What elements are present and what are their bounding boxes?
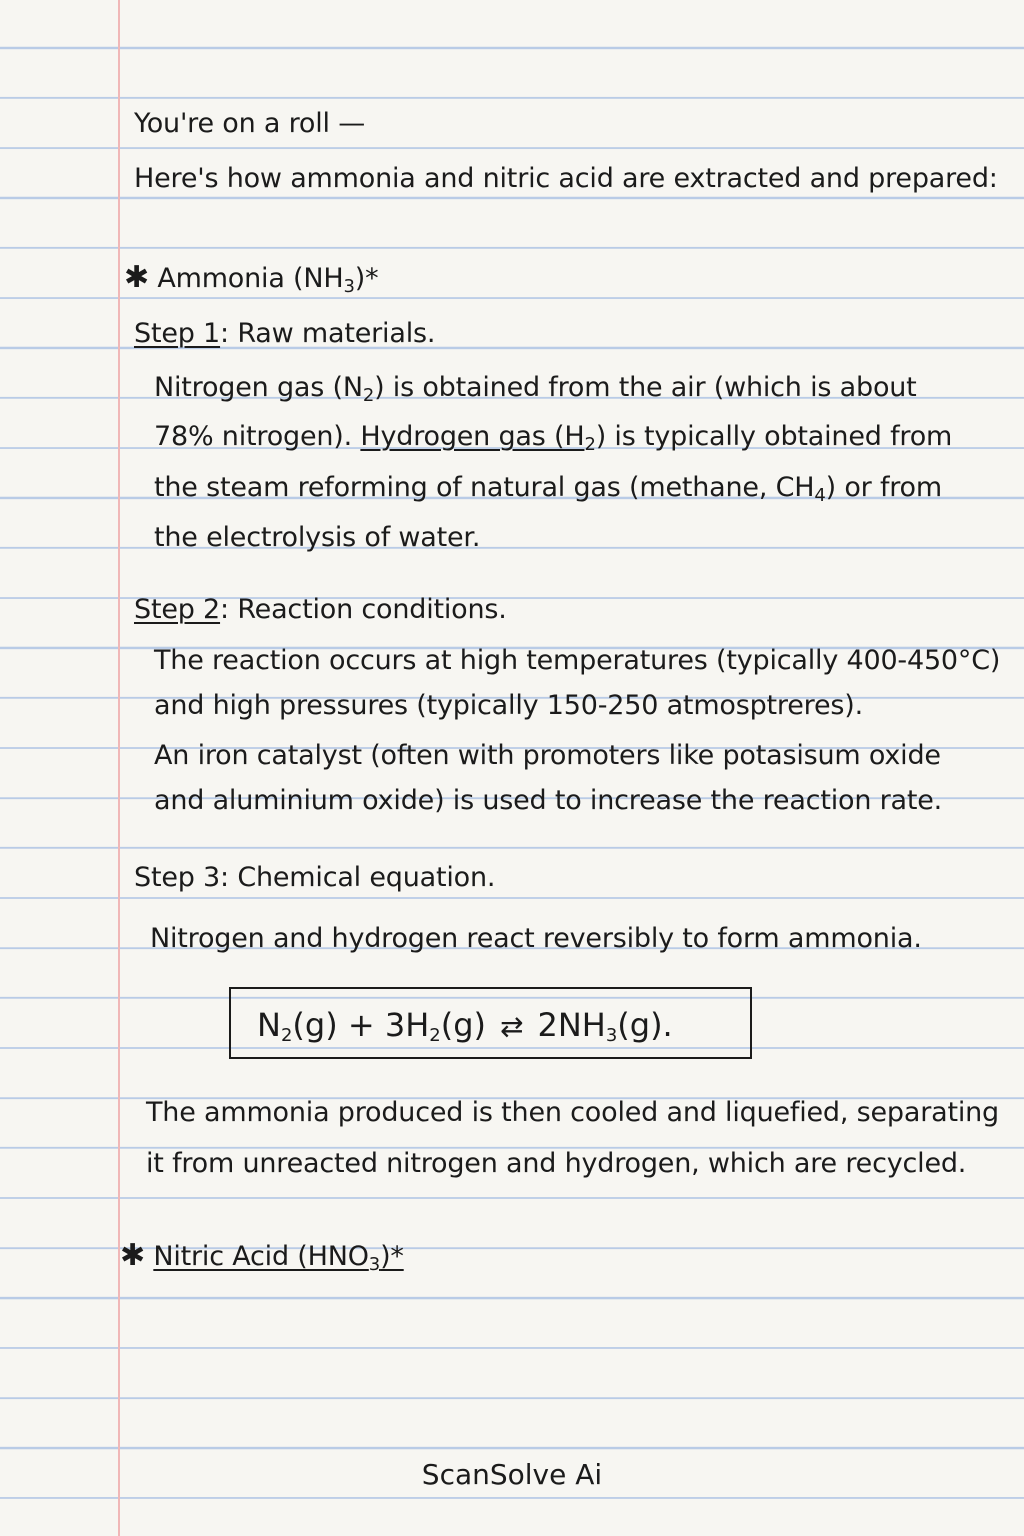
step1-line-1 — [154, 372, 917, 404]
step1-line-2-a: 78% nitrogen). — [154, 421, 361, 452]
nitric-heading-underlined — [153, 1241, 404, 1275]
step1-label: Step 1 — [134, 318, 221, 349]
brand-watermark: ScanSolve Ai — [421, 1458, 603, 1491]
equation-n2-sub: 2 — [280, 1025, 293, 1046]
after-line-1: The ammonia produced is then cooled and liquefied, separating — [146, 1097, 999, 1128]
step1-line-3-b: ) or from — [825, 472, 942, 503]
nitric-heading-text: Nitric Acid (HNO — [153, 1241, 369, 1272]
intro-greeting: You're on a roll — — [134, 108, 366, 139]
step2-title: : Reaction conditions. — [220, 594, 507, 625]
step2-label: Step 2 — [134, 594, 221, 625]
equation-nh3-state: (g). — [617, 1006, 673, 1044]
nitric-heading — [120, 1240, 404, 1273]
ammonia-heading-suffix: )* — [354, 263, 379, 294]
step1-line-3-a: the steam reforming of natural gas (methane, CH — [154, 472, 815, 503]
nitric-heading-sub: 3 — [368, 1254, 381, 1275]
ammonia-heading-subscript: 3 — [343, 276, 355, 297]
step1-heading — [134, 318, 435, 350]
step2-line-4: and aluminium oxide) is used to increase the reaction rate. — [154, 785, 943, 816]
equation-n2: N — [257, 1006, 281, 1044]
step1-line-2-b: ) is typically obtained from — [595, 421, 953, 452]
step2-heading — [134, 594, 507, 626]
equation-n2-state: (g) + 3H — [292, 1006, 430, 1044]
step3-heading: Step 3: Chemical equation. — [134, 862, 496, 893]
nitric-heading-suffix: )* — [380, 1241, 404, 1272]
equation-nh3-sub: 3 — [605, 1025, 618, 1046]
equilibrium-arrow-icon: ⇄ — [499, 1010, 524, 1043]
intro-lead: Here's how ammonia and nitric acid are extracted and prepared: — [134, 163, 998, 194]
step1-line-2 — [154, 421, 952, 453]
step1-line-2-sub: 2 — [584, 434, 596, 455]
ammonia-heading — [124, 262, 378, 295]
step2-line-1: The reaction occurs at high temperatures (typically 400-450°C) — [154, 645, 1001, 676]
equation-h2-sub: 2 — [429, 1025, 441, 1046]
asterisk-icon: ✱ — [124, 260, 149, 295]
equation-box — [229, 987, 752, 1059]
step1-line-1-sub: 2 — [362, 385, 375, 406]
step1-line-1-a: Nitrogen gas (N — [154, 372, 363, 403]
step1-line-1-b: ) is obtained from the air (which is about — [374, 372, 917, 403]
after-line-2: it from unreacted nitrogen and hydrogen, which are recycled. — [146, 1148, 967, 1179]
step1-title: : Raw materials. — [220, 318, 436, 349]
asterisk-icon: ✱ — [120, 1238, 145, 1273]
equation-h2-state: (g) — [440, 1006, 486, 1044]
chemical-equation — [257, 1007, 673, 1045]
step1-line-3-sub: 4 — [814, 485, 826, 506]
margin-rule — [118, 0, 120, 1536]
equation-nh3: 2NH — [537, 1006, 606, 1044]
step1-line-2-underlined — [360, 421, 596, 455]
ammonia-heading-text: Ammonia (NH — [157, 263, 344, 294]
step1-line-2-u: Hydrogen gas (H — [360, 421, 585, 452]
step2-line-3: An iron catalyst (often with promoters like potasisum oxide — [154, 740, 941, 771]
step3-line-1: Nitrogen and hydrogen react reversibly to form ammonia. — [150, 923, 922, 954]
step1-line-3 — [154, 472, 942, 504]
step2-line-2: and high pressures (typically 150-250 atmosptreres). — [154, 690, 863, 721]
step1-line-4: the electrolysis of water. — [154, 522, 481, 553]
